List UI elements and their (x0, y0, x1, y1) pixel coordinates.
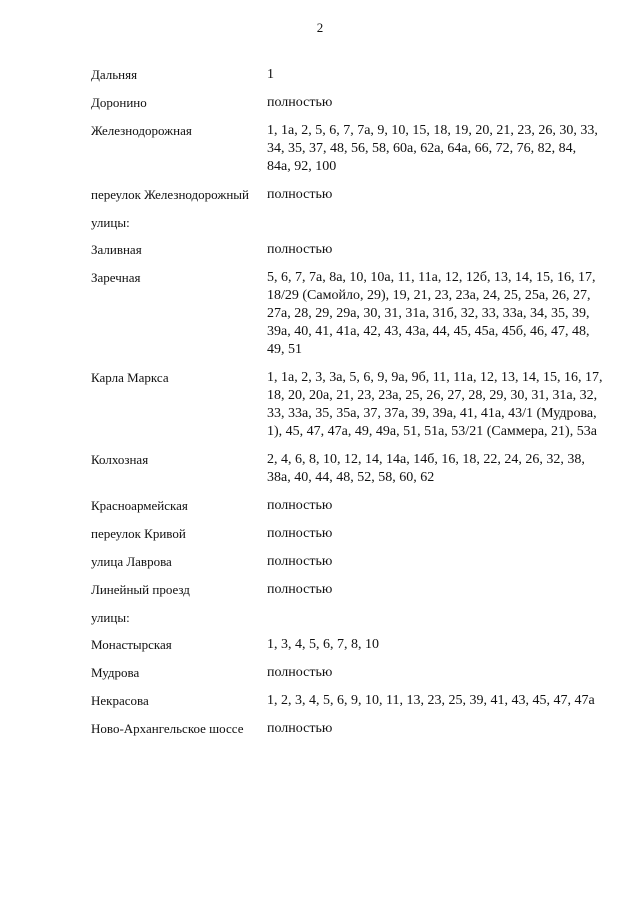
list-item (91, 186, 611, 204)
house-numbers: полностью (267, 665, 333, 680)
house-numbers: 1, 1а, 2, 3, 3а, 5, 6, 9, 9а, 9б, 11, 11а, 12, 13, 14, 15, 16, 17, 18, 20, 20а, 21, 23, 23а, 25, 26, 27, 28, 29, 30, 31, 31а, 32, 33, 33а, 35, 35а, 37, 37а, 39, 39а, 41, 41а, 43/1 (Мудрова, 1), 45, 47, 47а, 49, 49а, 51, 51а, 53/21 (Саммера, 21), 53а (267, 370, 603, 439)
list-item (91, 720, 611, 738)
street-name: переулок Кривой (91, 526, 186, 541)
list-item (91, 581, 611, 599)
street-name: переулок Железнодорожный (91, 187, 249, 202)
house-numbers: полностью (267, 554, 333, 569)
list-item (91, 692, 611, 710)
street-name: Колхозная (91, 452, 149, 467)
list-item (91, 664, 611, 682)
house-numbers: полностью (267, 242, 333, 257)
street-name: Железнодорожная (91, 123, 192, 138)
list-item (91, 451, 611, 487)
list-item (91, 553, 611, 571)
list-item (91, 241, 611, 259)
list-item (91, 122, 611, 176)
house-numbers: полностью (267, 526, 333, 541)
list-item (91, 94, 611, 112)
page-number: 2 (316, 20, 324, 35)
list-item (91, 609, 611, 626)
list-item (91, 497, 611, 515)
list-item (91, 66, 611, 84)
street-name: Некрасова (91, 693, 149, 708)
list-item (91, 214, 611, 231)
list-item (91, 525, 611, 543)
street-list (91, 66, 611, 748)
house-numbers: 1 (267, 67, 274, 82)
house-numbers: 2, 4, 6, 8, 10, 12, 14, 14а, 14б, 16, 18, 22, 24, 26, 32, 38, 38а, 40, 44, 48, 52, 58, 60, 62 (267, 452, 585, 485)
house-numbers: 5, 6, 7, 7а, 8а, 10, 10а, 11, 11а, 12, 12б, 13, 14, 15, 16, 17, 18/29 (Самойло, 29), 19, 21, 23, 23а, 24, 25, 25а, 26, 27, 27а, 28, 29, 29а, 30, 31, 31а, 31б, 32, 33, 33а, 34, 35, 39, 39а, 40, 41, 41а, 42, 43, 43а, 44, 45, 45а, 45б, 46, 47, 48, 49, 51 (267, 270, 596, 357)
list-item (91, 269, 611, 359)
street-name: Дальняя (91, 67, 138, 82)
street-group-heading: улицы: (91, 610, 130, 625)
list-item (91, 636, 611, 654)
street-name: Линейный проезд (91, 582, 190, 597)
street-name: улица Лаврова (91, 554, 172, 569)
house-numbers: 1, 1а, 2, 5, 6, 7, 7а, 9, 10, 15, 18, 19, 20, 21, 23, 26, 30, 33, 34, 35, 37, 48, 56, 58, 60а, 62а, 64а, 66, 72, 76, 82, 84, 84а, 92, 100 (267, 123, 598, 174)
house-numbers: 1, 3, 4, 5, 6, 7, 8, 10 (267, 637, 379, 652)
house-numbers: полностью (267, 187, 333, 202)
house-numbers: полностью (267, 498, 333, 513)
house-numbers: полностью (267, 582, 333, 597)
house-numbers: полностью (267, 95, 333, 110)
street-name: Красноармейская (91, 498, 188, 513)
house-numbers: полностью (267, 721, 333, 736)
street-name: Карла Маркса (91, 370, 169, 385)
street-name: Доронино (91, 95, 147, 110)
street-name: Мудрова (91, 665, 140, 680)
street-name: Заречная (91, 270, 141, 285)
list-item (91, 369, 611, 441)
house-numbers: 1, 2, 3, 4, 5, 6, 9, 10, 11, 13, 23, 25, 39, 41, 43, 45, 47, 47а (267, 693, 595, 708)
street-name: Монастырская (91, 637, 172, 652)
street-name: Ново-Архангельское шоссе (91, 721, 244, 736)
street-group-heading: улицы: (91, 215, 130, 230)
street-name: Заливная (91, 242, 142, 257)
